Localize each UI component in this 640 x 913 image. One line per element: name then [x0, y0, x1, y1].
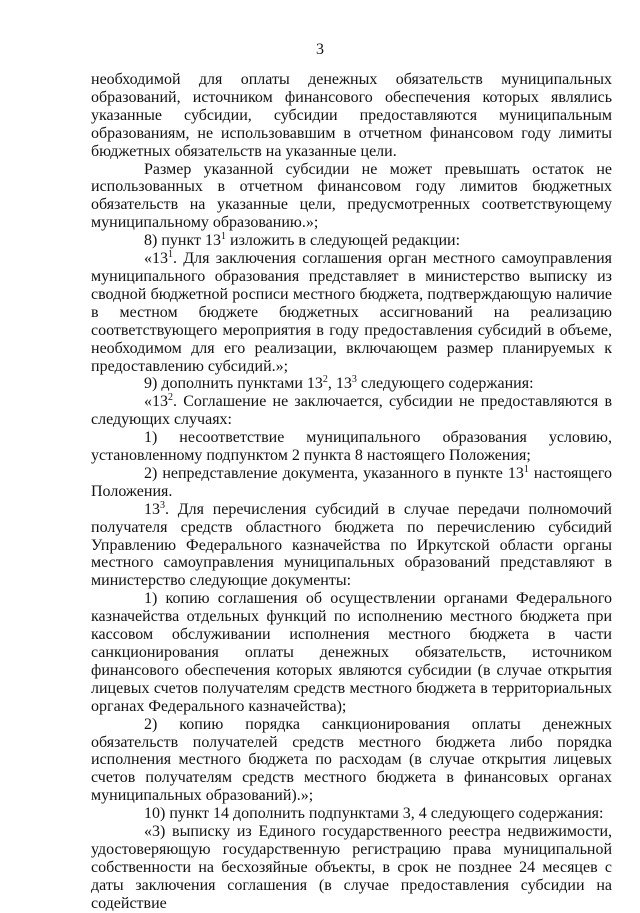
list-item-13-2-1: 1) несоответствие муниципального образования условию, установленному подпунктом 2 пункта 8 настоящего Положения;: [91, 429, 612, 465]
paragraph-item-8: 8) пункт $13^1$ изложить в следующей редакции:: [144, 231, 461, 250]
list-item-13-3-2: 2) копию порядка санкционирования оплаты денежных обязательств получателей средств местного бюджета либо порядка исполнения местного бюджета по расходам (в случае открытия лицевых счетов получателям средств местного бюджета в финансовых органах муниципальных образований).»;: [91, 715, 612, 805]
paragraph-item-10: 10) пункт 14 дополнить подпунктами 3, 4 следующего содержания:: [144, 805, 604, 823]
list-item-13-2-2: 2) непредставление документа, указанного в пункте $13^1$ настоящего Положения.: [91, 463, 613, 500]
list-item-13-3-1: 1) копию соглашения об осуществлении органами Федерального казначейства отдельных функций по исполнению местного бюджета при кассовом обслуживании исполнения местного бюджета в части санкционирования оплаты денежных обязательств, источником финансового обеспечения которых являются субсидии (в случае открытия лицевых счетов получателям средств местного бюджета в территориальных органах Федерального казначейства);: [91, 590, 612, 715]
paragraph-13-2: «$13^2$. Соглашение не заключается, субсидии не предоставляются в следующих случаях:: [91, 392, 612, 429]
page-number: 3: [316, 41, 324, 58]
paragraph-13-3: $13^3$. Для перечисления субсидий в случае передачи полномочий получателя средств областного бюджета по перечислению субсидий Управлению Федерального казначейства по Иркутской области органы местного самоуправления муниципальных образований представляют в министерство следующие документы:: [91, 499, 612, 590]
paragraph-subsidy-size: Размер указанной субсидии не может превышать остаток не использованных в отчетном финансовом году лимитов бюджетных обязательств на указанные цели, предусмотренных соответствующему муниципальному образованию.»;: [91, 160, 612, 232]
paragraph-14-3: «3) выписку из Единого государственного реестра недвижимости, удостоверяющую государственную регистрацию права муниципальной собственности на бесхозяйные объекты, в срок не позднее 24 месяцев с даты заключения соглашения (в случае предоставления субсидии на содействие: [91, 823, 612, 912]
paragraph-13-1: «$13^1$. Для заключения соглашения орган местного самоуправления муниципального образования представляет в министерство выписку из сводной бюджетной росписи местного бюджета, подтверждающую наличие в местном бюджете бюджетных ассигнований на реализацию соответствующего мероприятия в году предоставления субсидий в объеме, необходимом для его реализации, включающем размер планируемых к предоставлению субсидий.»;: [91, 249, 612, 375]
paragraph-item-9: 9) дополнить пунктами $13^2$, $13^3$ следующего содержания:: [144, 374, 534, 393]
paragraph-funding-obligations: необходимой для оплаты денежных обязательств муниципальных образований, источником финансового обеспечения которых являлись указанные субсидии, субсидии предоставляются муниципальным образованиям, не использовавшим в отчетном финансовом году лимиты бюджетных обязательств на указанные цели.: [91, 71, 612, 160]
document-body: [91, 71, 612, 913]
